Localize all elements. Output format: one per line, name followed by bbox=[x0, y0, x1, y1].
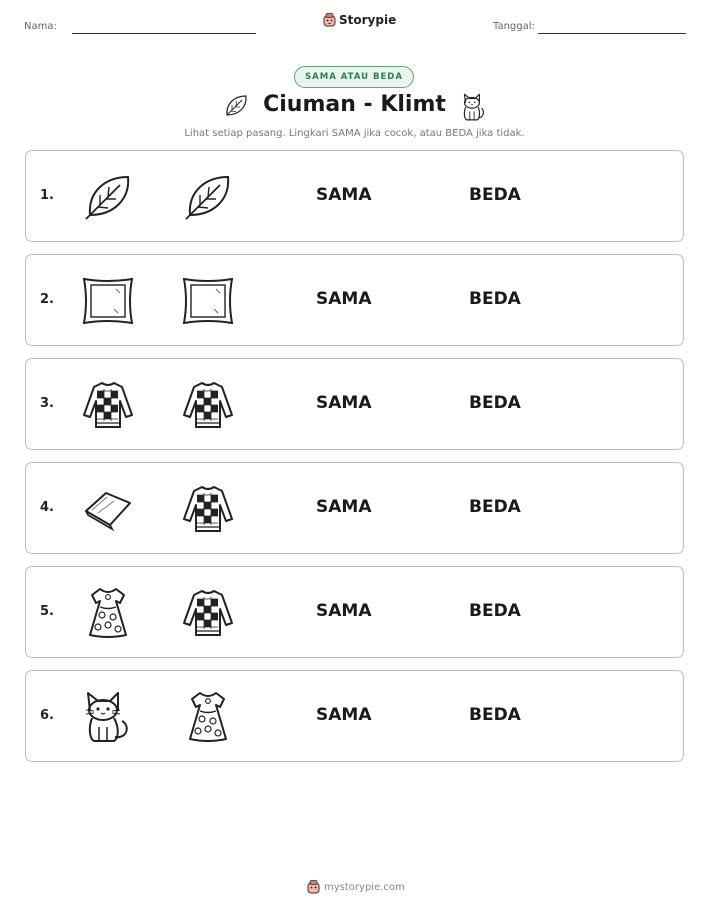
same-option[interactable]: SAMA bbox=[316, 289, 372, 309]
dress-icon bbox=[80, 585, 136, 641]
different-option[interactable]: BEDA bbox=[469, 393, 521, 413]
row-number: 1. bbox=[40, 188, 54, 203]
same-option[interactable]: SAMA bbox=[316, 705, 372, 725]
row-number: 6. bbox=[40, 708, 54, 723]
different-option[interactable]: BEDA bbox=[469, 289, 521, 309]
storypie-mascot-icon bbox=[323, 13, 336, 27]
sweater-icon bbox=[80, 377, 136, 433]
cat-icon bbox=[458, 90, 488, 126]
same-option[interactable]: SAMA bbox=[316, 185, 372, 205]
dress-icon bbox=[180, 689, 236, 745]
name-label: Nama: bbox=[24, 21, 57, 32]
sweater-icon bbox=[180, 377, 236, 433]
brand-logo bbox=[323, 13, 396, 27]
pair-row-4 bbox=[25, 462, 684, 554]
instructions: Lihat setiap pasang. Lingkari SAMA jika cocok, atau BEDA jika tidak. bbox=[184, 128, 525, 139]
different-option[interactable]: BEDA bbox=[469, 705, 521, 725]
pair-row-1 bbox=[25, 150, 684, 242]
cat-icon bbox=[80, 689, 136, 745]
same-option[interactable]: SAMA bbox=[316, 393, 372, 413]
pair-row-6 bbox=[25, 670, 684, 762]
name-input-line[interactable] bbox=[72, 33, 256, 34]
leaf-icon bbox=[180, 169, 236, 225]
pillow-icon bbox=[180, 273, 236, 329]
row-number: 3. bbox=[40, 396, 54, 411]
different-option[interactable]: BEDA bbox=[469, 497, 521, 517]
storypie-mascot-icon bbox=[307, 880, 320, 894]
sweater-icon bbox=[180, 585, 236, 641]
same-option[interactable]: SAMA bbox=[316, 497, 372, 517]
cloth-icon bbox=[80, 481, 136, 537]
leaf-icon bbox=[80, 169, 136, 225]
row-number: 2. bbox=[40, 292, 54, 307]
page-title: Ciuman - Klimt bbox=[263, 92, 446, 117]
brand-name: Storypie bbox=[339, 13, 397, 27]
sweater-icon bbox=[180, 481, 236, 537]
footer-url[interactable]: mystorypie.com bbox=[324, 881, 405, 893]
footer bbox=[307, 880, 405, 894]
worksheet-type-badge: SAMA ATAU BEDA bbox=[294, 66, 414, 88]
pillow-icon bbox=[80, 273, 136, 329]
pair-row-3 bbox=[25, 358, 684, 450]
row-number: 5. bbox=[40, 604, 54, 619]
date-label: Tanggal: bbox=[493, 21, 535, 32]
same-option[interactable]: SAMA bbox=[316, 601, 372, 621]
different-option[interactable]: BEDA bbox=[469, 185, 521, 205]
row-number: 4. bbox=[40, 500, 54, 515]
different-option[interactable]: BEDA bbox=[469, 601, 521, 621]
date-input-line[interactable] bbox=[538, 33, 686, 34]
pair-row-2 bbox=[25, 254, 684, 346]
pair-row-5 bbox=[25, 566, 684, 658]
